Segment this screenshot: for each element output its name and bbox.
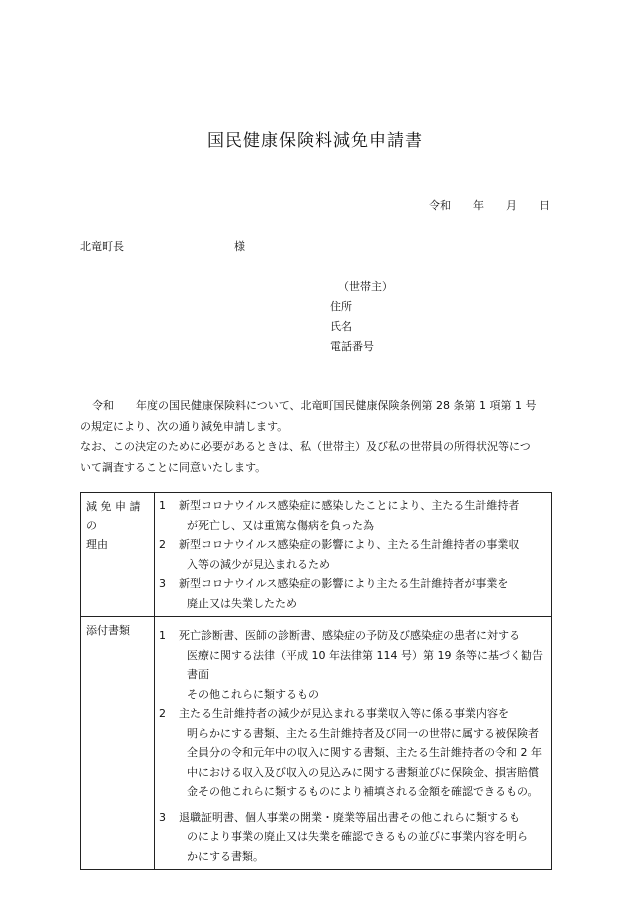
reason-label: 減 免 申 請 の (86, 500, 141, 532)
date-era: 令和 (429, 199, 451, 212)
item-text: 退職証明書、個人事業の開業・廃業等届出書その他これらに類するも (179, 810, 520, 824)
statement-line: 令和 年度の国民健康保険料について、北竜町国民健康保険条例第 28 条第 1 項第 1 号 (92, 399, 537, 412)
attachment-label-cell (81, 617, 155, 870)
statement-line: いて調査することに同意いたします。 (80, 460, 267, 474)
applicant-block (330, 277, 393, 357)
item-number: 3 (159, 577, 166, 590)
item-text: のにより事業の廃止又は失業を確認できるもの並びに事業内容を明ら (187, 830, 528, 843)
item-text: 新型コロナウイルス感染症の影響により主たる生計維持者が事業を (179, 577, 509, 590)
reason-label: 理由 (86, 538, 108, 551)
attachment-label: 添付書類 (86, 624, 130, 637)
reason-label-cell (81, 493, 155, 617)
item-text: 全員分の令和元年中の収入に関する書類、主たる生計維持者の令和 2 年 (187, 746, 542, 759)
date-month: 月 (506, 199, 517, 212)
item-text: かにする書類。 (187, 849, 264, 863)
date-year: 年 (473, 199, 484, 212)
applicant-role: （世帯主） (338, 280, 393, 293)
item-text: 入等の減少が見込まれるため (187, 557, 330, 571)
item-text: 中における収入及び収入の見込みに関する書類並びに保険金、損害賠償 (187, 765, 539, 779)
attachment-item (159, 626, 545, 704)
application-date (429, 197, 550, 213)
item-text: 廃止又は失業したため (187, 596, 297, 610)
reason-row (81, 493, 552, 617)
attachment-row (81, 617, 552, 870)
item-text: その他これらに類するもの (187, 687, 319, 701)
item-text: が死亡し、又は重篤な傷病を負った為 (187, 518, 374, 532)
date-day: 日 (539, 199, 550, 212)
document-title: 国民健康保険料減免申請書 (207, 131, 423, 151)
reason-item (159, 535, 545, 574)
item-number: 1 (159, 629, 166, 642)
reason-table (80, 492, 552, 870)
addressee-honorific: 様 (234, 240, 245, 253)
item-number: 2 (159, 538, 166, 551)
item-number: 3 (159, 810, 166, 824)
reason-item (159, 574, 545, 613)
attachment-item (159, 704, 545, 802)
item-text: 金その他これらに類するものにより補填される金額を確認できるもの。 (187, 785, 539, 798)
addressee (80, 238, 245, 254)
reason-content-cell (155, 493, 552, 617)
name-label: 氏名 (330, 320, 352, 333)
item-text: 医療に関する法律（平成 10 年法律第 114 号）第 19 条等に基づく勧告書面 (187, 648, 543, 681)
application-statement (80, 396, 555, 478)
reason-item (159, 496, 545, 535)
statement-line: の規定により、次の通り減免申請します。 (80, 419, 289, 433)
phone-label: 電話番号 (330, 340, 374, 353)
item-text: 死亡診断書、医師の診断書、感染症の予防及び感染症の患者に対する (179, 629, 520, 642)
address-label: 住所 (330, 300, 352, 313)
item-number: 2 (159, 707, 166, 720)
attachment-content-cell (155, 617, 552, 870)
item-text: 明らかにする書類、主たる生計維持者及び同一の世帯に属する被保険者 (187, 726, 539, 740)
item-text: 新型コロナウイルス感染症の影響により、主たる生計維持者の事業収 (179, 538, 520, 551)
item-text: 主たる生計維持者の減少が見込まれる事業収入等に係る事業内容を (179, 707, 509, 720)
item-text: 新型コロナウイルス感染症に感染したことにより、主たる生計維持者 (179, 499, 520, 512)
statement-line: なお、この決定のために必要があるときは、私（世帯主）及び私の世帯員の所得状況等につ (80, 440, 531, 453)
item-number: 1 (159, 499, 166, 512)
addressee-name: 北竜町長 (80, 240, 124, 253)
attachment-item (159, 808, 545, 867)
